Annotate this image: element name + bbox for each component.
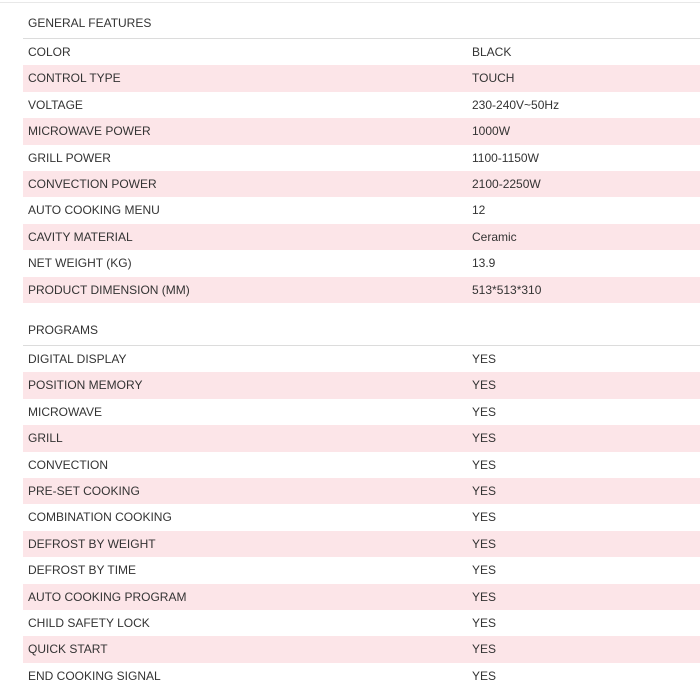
spec-row (23, 39, 700, 65)
spec-value: 2100-2250W (472, 176, 541, 191)
spec-value: 1000W (472, 124, 511, 139)
spec-label: END COOKING SIGNAL (28, 668, 161, 683)
spec-label: POSITION MEMORY (28, 378, 143, 393)
spec-label: MICROWAVE POWER (28, 124, 151, 139)
spec-label: VOLTAGE (28, 97, 83, 112)
spec-row (23, 584, 700, 610)
spec-row (23, 372, 700, 398)
spec-value: 1100-1150W (472, 150, 539, 165)
spec-value: YES (472, 483, 497, 498)
spec-row (23, 224, 700, 250)
spec-label: PRODUCT DIMENSION (MM) (28, 282, 190, 297)
spec-row (23, 610, 700, 636)
spec-value: YES (472, 615, 497, 630)
spec-row (23, 478, 700, 504)
spec-label: CONVECTION (28, 457, 109, 472)
spec-row (23, 504, 700, 530)
spec-row (23, 636, 700, 662)
spec-label: AUTO COOKING PROGRAM (28, 589, 187, 604)
spec-row (23, 452, 700, 478)
spec-label: CONTROL TYPE (28, 71, 121, 86)
section-title: PROGRAMS (28, 323, 99, 337)
spec-label: GRILL (28, 431, 63, 446)
top-divider (0, 2, 700, 3)
spec-value: YES (472, 668, 497, 683)
spec-value: YES (472, 431, 497, 446)
section-title: GENERAL FEATURES (28, 16, 152, 30)
spec-value: YES (472, 563, 497, 578)
spec-value: 12 (472, 203, 486, 218)
spec-row (23, 197, 700, 223)
spec-label: COMBINATION COOKING (28, 510, 172, 525)
spec-row (23, 557, 700, 583)
spec-row (23, 145, 700, 171)
spec-row (23, 346, 700, 372)
spec-value: YES (472, 510, 497, 525)
spec-row (23, 399, 700, 425)
spec-label: DEFROST BY TIME (28, 563, 137, 578)
spec-value: YES (472, 378, 497, 393)
spec-row (23, 663, 700, 689)
spec-value: 513*513*310 (472, 282, 542, 297)
spec-value: 13.9 (472, 256, 496, 271)
spec-value: YES (472, 589, 497, 604)
spec-label: MICROWAVE (28, 404, 102, 419)
section-header (23, 4, 700, 39)
spec-row (23, 118, 700, 144)
programs-table (23, 311, 700, 689)
spec-value: YES (472, 536, 497, 551)
general-features-table (23, 4, 700, 303)
spec-label: COLOR (28, 45, 71, 59)
section-header (23, 311, 700, 346)
spec-row (23, 277, 700, 303)
spec-value: 230-240V~50Hz (472, 97, 560, 112)
spec-value: BLACK (472, 45, 512, 59)
spec-label: GRILL POWER (28, 150, 111, 165)
spec-label: DEFROST BY WEIGHT (28, 536, 156, 551)
spec-value: Ceramic (472, 229, 517, 244)
spec-value: YES (472, 642, 497, 657)
spec-value: YES (472, 404, 497, 419)
spec-label: QUICK START (28, 642, 108, 657)
spec-value: YES (472, 457, 497, 472)
spec-row (23, 425, 700, 451)
spec-label: DIGITAL DISPLAY (28, 352, 127, 366)
spec-label: CAVITY MATERIAL (28, 229, 133, 244)
spec-row (23, 92, 700, 118)
spec-row (23, 171, 700, 197)
spec-value: YES (472, 352, 497, 366)
spec-row (23, 65, 700, 91)
spec-row (23, 531, 700, 557)
spec-label: CONVECTION POWER (28, 176, 157, 191)
spec-label: CHILD SAFETY LOCK (28, 615, 150, 630)
spec-label: PRE-SET COOKING (28, 483, 140, 498)
spec-label: NET WEIGHT (KG) (28, 256, 132, 271)
spec-value: TOUCH (472, 71, 515, 86)
spec-row (23, 250, 700, 276)
spec-label: AUTO COOKING MENU (28, 203, 160, 218)
